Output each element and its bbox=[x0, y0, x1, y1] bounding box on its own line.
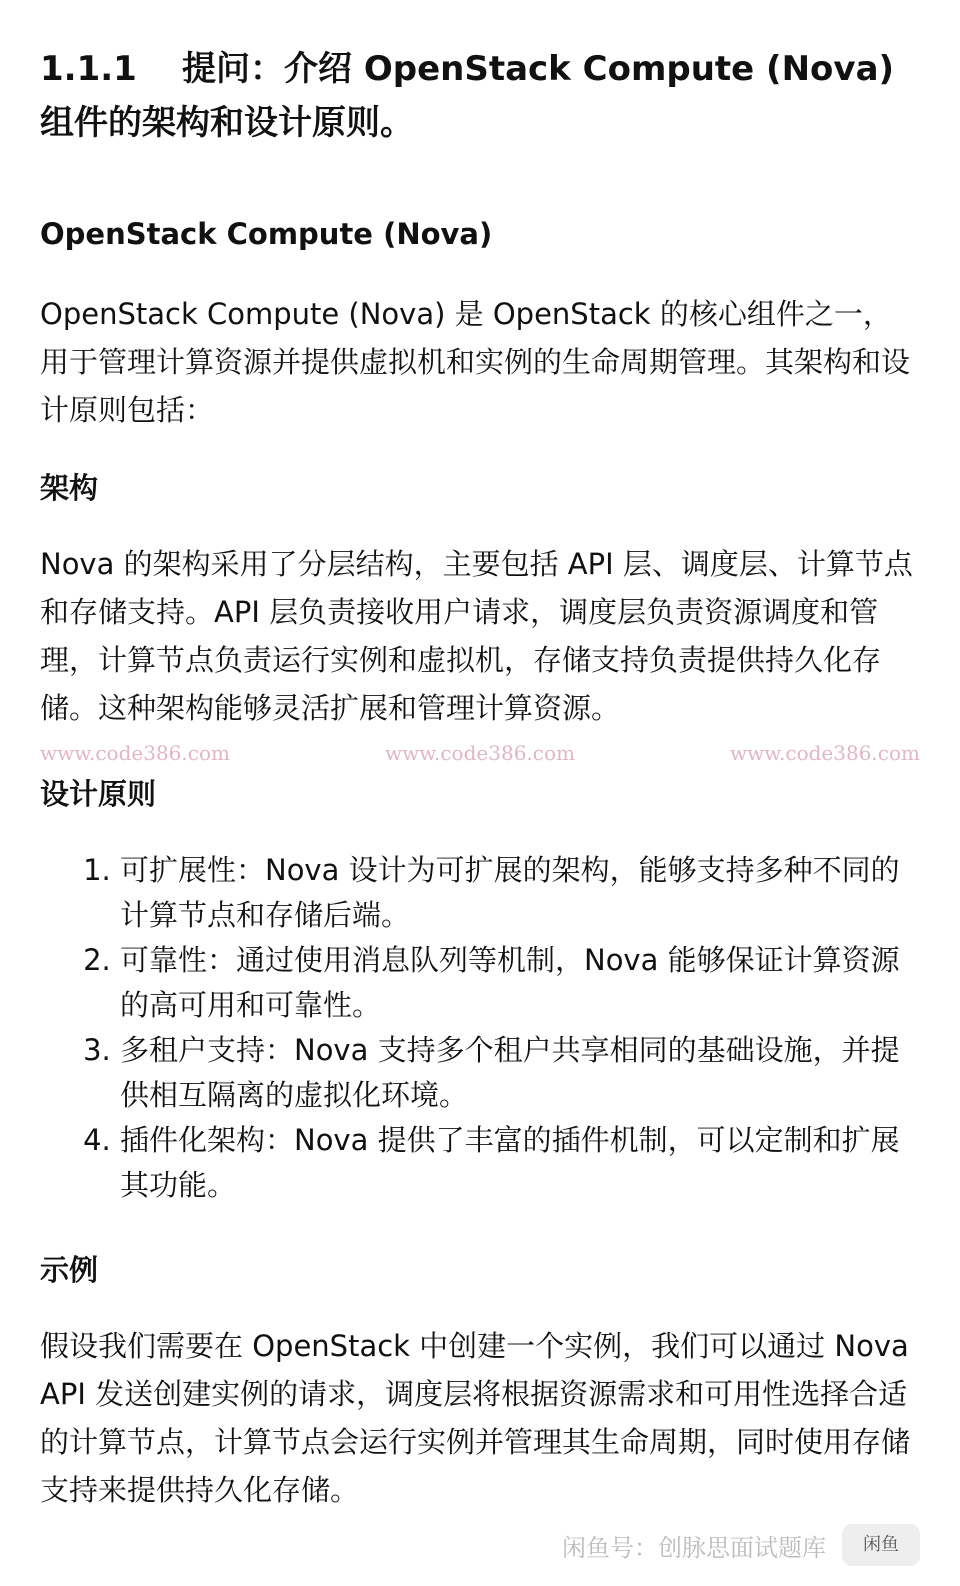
watermark: www.code386.com bbox=[730, 741, 920, 765]
architecture-paragraph: Nova 的架构采用了分层结构，主要包括 API 层、调度层、计算节点和存储支持。API 层负责接收用户请求，调度层负责资源调度和管理，计算节点负责运行实例和虚拟机，存储支持负责提供持久化存储。这种架构能够灵活扩展和管理计算资源。 bbox=[40, 547, 913, 725]
section-title: 提问：介绍 OpenStack Compute (Nova) 组件的架构和设计原则。 bbox=[40, 49, 895, 143]
footer-watermark: 闲鱼号：创脉思面试题库 bbox=[562, 1533, 826, 1562]
list-item: 2. 可靠性：通过使用消息队列等机制，Nova 能够保证计算资源的高可用和可靠性。 bbox=[120, 938, 920, 1028]
principles-list bbox=[40, 848, 920, 1208]
list-item: 4. 插件化架构：Nova 提供了丰富的插件机制，可以定制和扩展其功能。 bbox=[120, 1118, 920, 1208]
architecture-heading: 架构 bbox=[40, 471, 99, 505]
watermark: www.code386.com bbox=[385, 741, 575, 765]
example-paragraph: 假设我们需要在 OpenStack 中创建一个实例，我们可以通过 Nova API 发送创建实例的请求，调度层将根据资源需求和可用性选择合适的计算节点，计算节点会运行实例并管理其生命周期，同时使用存储支持来提供持久化存储。 bbox=[40, 1329, 911, 1507]
principles-heading: 设计原则 bbox=[40, 777, 157, 811]
example-heading: 示例 bbox=[40, 1253, 99, 1287]
watermark: www.code386.com bbox=[40, 741, 230, 765]
section-heading bbox=[40, 42, 920, 150]
list-item: 3. 多租户支持：Nova 支持多个租户共享相同的基础设施，并提供相互隔离的虚拟化环境。 bbox=[120, 1028, 920, 1118]
watermark-row bbox=[40, 738, 920, 768]
intro-paragraph: OpenStack Compute (Nova) 是 OpenStack 的核心组件之一，用于管理计算资源并提供虚拟机和实例的生命周期管理。其架构和设计原则包括： bbox=[40, 297, 911, 427]
footer bbox=[40, 1524, 920, 1566]
subtitle: OpenStack Compute (Nova) bbox=[40, 217, 493, 251]
section-number: 1.1.1 bbox=[40, 49, 137, 89]
watermark-badge: 闲鱼 bbox=[842, 1524, 920, 1566]
list-item: 1. 可扩展性：Nova 设计为可扩展的架构，能够支持多种不同的计算节点和存储后端。 bbox=[120, 848, 920, 938]
